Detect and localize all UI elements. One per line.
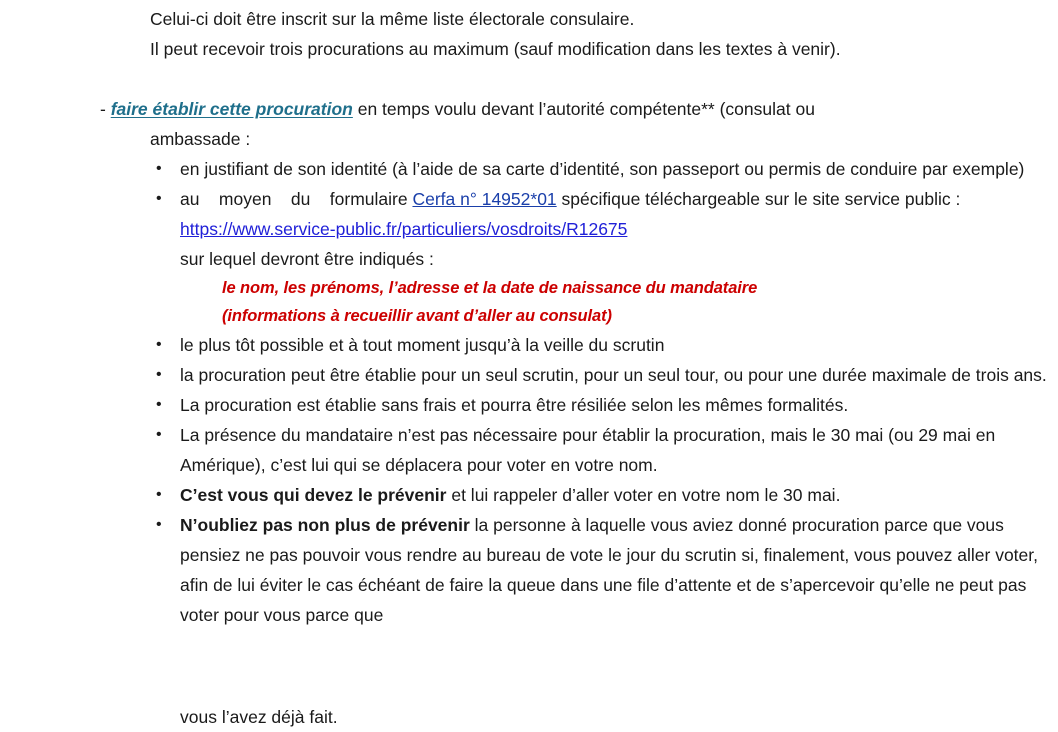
cerfa-prefix: au moyen du formulaire [180,189,413,209]
list-item-noubliez-pas [148,510,1048,630]
list-item-formulaire-cerfa [148,184,1048,330]
service-public-url-link[interactable]: https://www.service-public.fr/particuliers/vosdroits/R12675 [180,219,628,239]
cerfa-form-link[interactable]: Cerfa n° 14952*01 [412,189,557,209]
faire-etablir-emphasis: faire établir cette procuration [110,99,353,119]
last-line-text: vous l’avez déjà fait. [180,707,338,727]
cerfa-after-text: sur lequel devront être indiqués : [180,249,434,269]
prevenir-rest-text: et lui rappeler d’aller voter en votre nom le 30 mai. [446,485,841,505]
red-note-line-2: (informations à recueillir avant d’aller au consulat) [222,307,612,325]
list-item-text: la procuration peut être établie pour un seul scrutin, pour un seul tour, ou pour une durée maximale de trois ans. [180,365,1047,385]
list-item-prevenir [148,480,1048,510]
faire-etablir-line-2: ambassade : [150,129,251,149]
list-item-text: La présence du mandataire n’est pas nécessaire pour établir la procuration, mais le 30 mai (ou 29 mai en Amérique), c’est lui qui se déplacera pour voter en votre nom. [180,425,996,475]
list-item-text: La procuration est établie sans frais et pourra être résiliée selon les mêmes formalités. [180,395,849,415]
red-note-line-1: le nom, les prénoms, l’adresse et la date de naissance du mandataire [222,279,758,297]
cerfa-middle: spécifique téléchargeable sur le site service public : [556,189,961,209]
noubliez-rest-text: la personne à laquelle vous aviez donné procuration parce que vous pensiez ne pas pouvoir vous rendre au bureau de vote le jour du scrutin si, finalement, vous pouvez aller voter, afin de lui éviter le cas échéant de faire la queue dans une file d’attente et de s’apercevoir qu’elle ne peut pas voter pour vous parce que [180,515,1039,625]
list-item-identite [148,154,1048,184]
list-item-sans-frais [148,390,1048,420]
faire-etablir-rest: en temps voulu devant l’autorité compétente** (consulat ou [352,99,815,119]
faire-etablir-paragraph [100,94,1040,154]
list-item-duree [148,360,1048,390]
list-item-plus-tot [148,330,1048,360]
list-item-presence-mandataire [148,420,1048,480]
list-item-text: en justifiant de son identité (à l’aide de sa carte d’identité, son passeport ou permis de conduire par exemple) [180,159,1025,179]
list-item-text: le plus tôt possible et à tout moment jusqu’à la veille du scrutin [180,335,665,355]
faire-etablir-line-1 [100,94,1040,124]
intro-paragraph [150,4,1050,64]
procuration-bullet-list [148,154,1048,630]
intro-line-2: Il peut recevoir trois procurations au maximum (sauf modification dans les textes à venir). [150,39,841,59]
prevenir-bold-text: C’est vous qui devez le prévenir [180,485,447,505]
dash-marker: - [100,99,111,119]
intro-line-1: Celui-ci doit être inscrit sur la même liste électorale consulaire. [150,9,635,29]
noubliez-bold-text: N’oubliez pas non plus de prévenir [180,515,470,535]
